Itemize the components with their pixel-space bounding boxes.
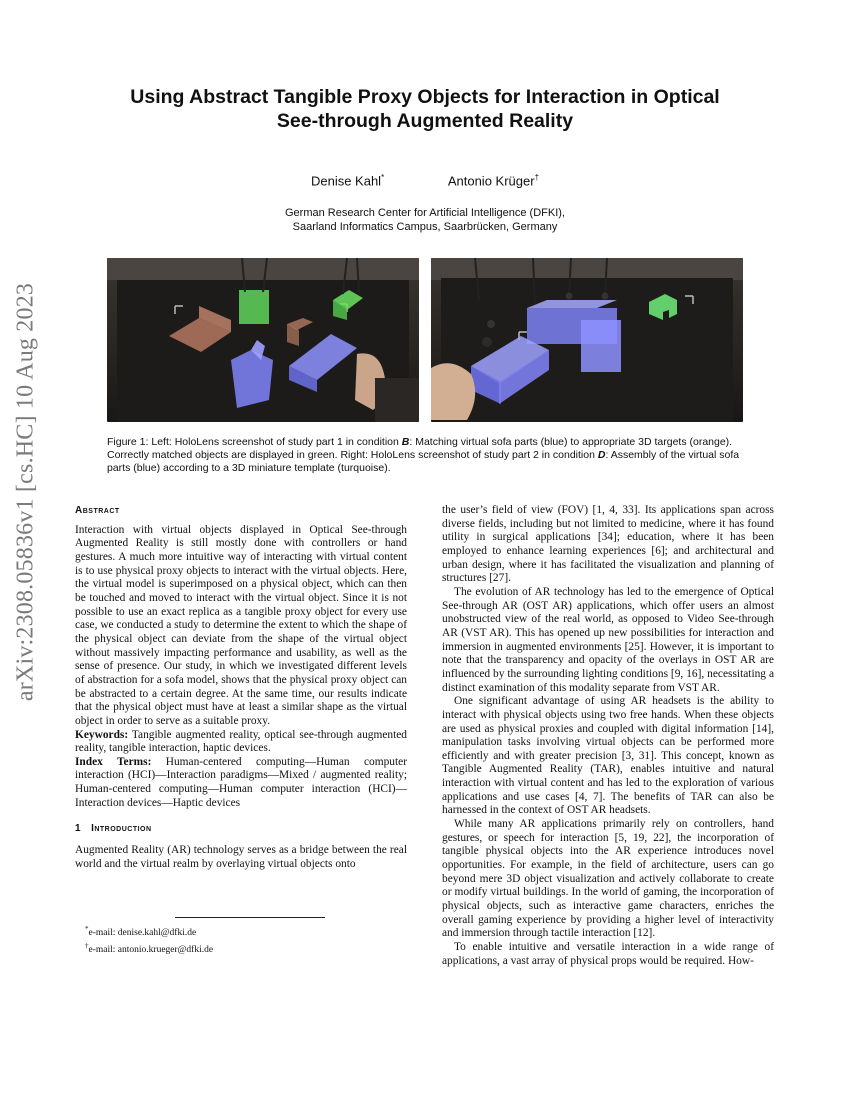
arxiv-identifier: arXiv:2308.05836v1 [cs.HC] 10 Aug 2023	[12, 282, 39, 702]
author-1	[311, 173, 384, 188]
keywords-text: Tangible augmented reality, optical see-through augmented reality, tangible interaction, haptic devices.	[75, 728, 407, 755]
caption-condition-1: B	[401, 436, 410, 448]
intro-heading	[75, 822, 407, 836]
figure-caption	[107, 436, 747, 475]
figure-left-photo	[107, 258, 419, 422]
author-2-name: Antonio Krüger	[447, 173, 535, 189]
intro-heading-text: Introduction	[91, 823, 152, 835]
abstract-text: Interaction with virtual objects displayed in Optical See-through Augmented Reality is still mostly done with controllers or hand gestures. A much more intuitive way of interacting with virtual content is to use physical proxy objects to interact with the virtual objects. Here, the virtual model is superimposed on a physical object, which can then be touched and moved to interact with the virtual object. Since it is not possible to use an exact replica as a tangible proxy object for every use case, we conducted a study to determine the extent to which the shape of the physical object can deviate from the shape of the virtual object without massively impacting performance and usability, as well as the sense of presence. Our study, in which we investigated different levels of abstraction for a sofa model, shows that the physical proxy object can be abstracted to a certain degree. At the same time, our results indicate that the physical object must have at least a similar shape as the virtual object in order to serve as a suitable proxy.	[75, 523, 407, 727]
caption-part-1: Figure 1: Left: HoloLens screenshot of study part 1 in condition	[107, 436, 402, 448]
footnote-1-mark: *	[85, 925, 89, 933]
abstract-heading	[75, 504, 407, 518]
index-terms-label: Index Terms:	[75, 755, 152, 768]
intro-number: 1	[75, 823, 82, 835]
index-terms-text: Human-centered computing—Human computer interaction (HCI)—Interaction paradigms—Mixed / augmented reality; Human-centered computing—Human computer interaction (HCI)—Interaction devices—Haptic devices	[75, 755, 407, 809]
title-line-2: See-through Augmented Reality	[276, 110, 574, 132]
author-1-name: Denise Kahl	[310, 173, 382, 189]
figure-right-photo	[431, 258, 743, 422]
footnote-1	[85, 923, 405, 940]
index-terms-paragraph	[75, 756, 407, 811]
affiliation-line-1: German Research Center for Artificial Intelligence (DFKI),	[285, 207, 565, 219]
keywords-label: Keywords:	[75, 728, 129, 741]
left-column	[75, 504, 407, 871]
footnote-2-mark: †	[85, 941, 89, 950]
right-paragraph-1: the user’s field of view (FOV) [1, 4, 33]. Its applications span across diverse fields, including but not limited to medicine, where it has found utility in surgical applications [34]; education, where it has been employed to enhance learning experiences [6]; and architectural and urban design, where it has facilitated the visualization and planning of structures [27].	[442, 504, 774, 585]
paper-title	[75, 85, 775, 133]
caption-part-2: : Matching virtual sofa parts (blue) to appropriate 3D targets (orange). Correctly matched objects are displayed in green. Right: HoloLens screenshot of study part 2 in condition	[107, 436, 733, 461]
right-paragraph-3: One significant advantage of using AR headsets is the ability to interact with physical objects using two free hands. When these objects are used as physical proxies and coupled with digital information [14], manipulation tasks involving virtual objects can be performed more efficiently and with greater precision [3, 31]. This concept, known as Tangible Augmented Reality (TAR), enables intuitive and natural interaction with virtual content and has led to the exploration of various applications and use cases [4, 7]. The benefits of TAR can also be harnessed in the context of OST AR headsets.	[442, 695, 774, 817]
title-line-1: Using Abstract Tangible Proxy Objects for Interaction in Optical	[130, 86, 720, 108]
abstract-heading-text: Abstract	[75, 505, 120, 516]
caption-part-3: : Assembly of the virtual sofa parts (blue) according to a 3D miniature template (turquoise).	[107, 449, 740, 474]
author-1-mark: *	[381, 173, 385, 182]
author-2-mark: †	[534, 173, 540, 182]
arxiv-sidebar	[6, 232, 46, 752]
author-list	[75, 173, 775, 188]
author-2	[448, 173, 539, 188]
affiliation	[75, 206, 775, 234]
footnote-2-text: e-mail: antonio.krueger@dfki.de	[88, 944, 214, 955]
right-paragraph-4: While many AR applications primarily rely on controllers, hand gestures, or speech for interaction [5, 19, 22], the incorporation of tangible physical objects into the AR experience introduces novel opportunities. For example, in the field of architecture, users can go beyond mere 3D object visualization and actively collaborate to create or modify virtual buildings. In the world of gaming, the incorporation of physical objects, such as interactive game characters, enriches the overall gaming experience by providing a higher level of interactivity and immersion through tactile interaction [12].	[442, 818, 774, 940]
right-paragraph-2: The evolution of AR technology has led to the emergence of Optical See-through AR (OST AR) applications, which offer users an almost unobstructed view of the real world, as opposed to Video See-through AR (VST AR). This has opened up new possibilities for interaction and immersion in augmented environments [25]. However, it is important to note that the transparency and opacity of the overlays in OST AR are influenced by the surrounding lighting conditions [9, 16], necessitating a distinct examination of this modality separate from VST AR.	[442, 585, 774, 694]
right-column	[442, 504, 774, 968]
footnote-1-text: e-mail: denise.kahl@dfki.de	[88, 928, 197, 939]
footnotes	[85, 923, 405, 956]
footnote-divider	[175, 917, 325, 918]
keywords-paragraph	[75, 729, 407, 756]
intro-paragraph-1: Augmented Reality (AR) technology serves as a bridge between the real world and the virtual realm by overlaying virtual objects onto	[75, 844, 407, 870]
right-paragraph-5: To enable intuitive and versatile interaction in a wide range of applications, a vast array of physical props would be required. How-	[442, 941, 774, 967]
footnote-2	[85, 940, 405, 957]
affiliation-line-2: Saarland Informatics Campus, Saarbrücken, Germany	[292, 221, 558, 233]
caption-condition-2: D	[597, 449, 606, 461]
